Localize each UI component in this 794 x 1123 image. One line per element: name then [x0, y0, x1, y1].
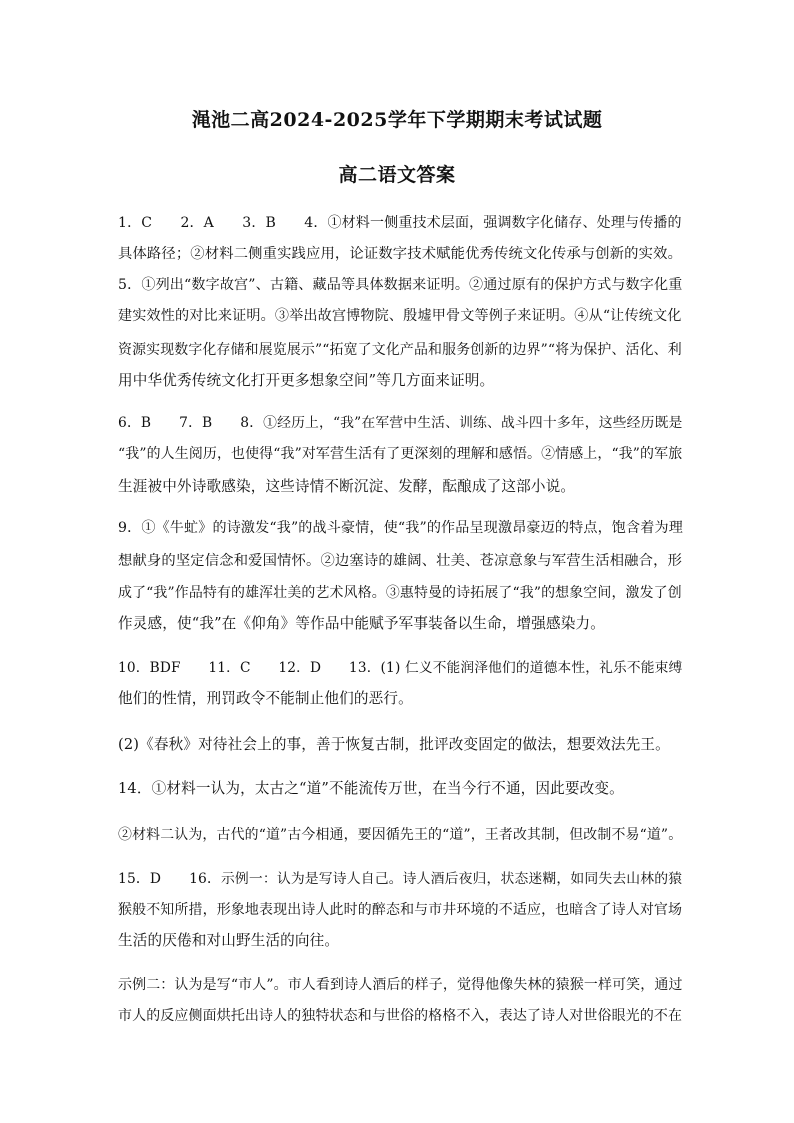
answer-line: 14．①材料一认为，太古之“道”不能流传万世，在当今行不通，因此要改变。: [118, 780, 624, 797]
answer-line: (2)《春秋》对待社会上的事，善于恢复古制，批评改变固定的做法，想要效法先王。: [118, 736, 670, 753]
answer-line: ②材料二认为，古代的“道”古今相通，要因循先王的“道”，王者改其制，但改制不易“道”。: [118, 827, 683, 843]
answer-line: 市人的反应侧面烘托出诗人的独特状态和与世俗的格格不入，表达了诗人对世俗眼光的不在: [118, 1008, 683, 1024]
answer-line: 想献身的坚定信念和爱国情怀。②边塞诗的雄阔、壮美、苍凉意象与军营生活相融合，形: [118, 553, 683, 569]
answer-line: 1．C 2．A 3．B 4．①材料一侧重技术层面，强调数字化储存、处理与传播的: [118, 215, 682, 231]
page-title: 渑池二高2024-2025学年下学期期末考试试题: [191, 109, 603, 131]
answer-line: 生活的厌倦和对山野生活的向往。: [118, 932, 340, 949]
answer-line: 15．D 16．示例一：认为是写诗人自己。诗人酒后夜归，状态迷糊，如同失去山林的猿: [118, 871, 683, 887]
answer-line: “我”的人生阅历，也使得“我”对军营生活有了更深刻的理解和感悟。②情感上，“我”的军旅: [118, 446, 683, 462]
answer-line: 成了“我”作品特有的雄浑壮美的艺术风格。③惠特曼的诗拓展了“我”的想象空间，激发了创: [118, 585, 682, 601]
answer-line: 作灵感，使“我”在《仰角》等作品中能赋予军事装备以生命，增强感染力。: [118, 615, 606, 632]
answer-line: 他们的性情，刑罚政令不能制止他们的恶行。: [118, 690, 413, 707]
answer-line: 生涯被中外诗歌感染，这些诗情不断沉淀、发酵，酝酿成了这部小说。: [118, 478, 576, 495]
answer-line: 资源实现数字化存储和展览展示”“拓宽了文化产品和服务创新的边界”“将为保护、活化、利: [118, 342, 682, 358]
answer-line: 9．①《牛虻》的诗激发“我”的战斗豪情，使“我”的作品呈现激昂豪迈的特点，饱含着为理: [118, 520, 683, 536]
answer-line: 10．BDF 11．C 12．D 13．(1) 仁义不能润泽他们的道德本性，礼乐不能束缚: [118, 660, 683, 676]
answer-line: 5．①列出“数字故宫”、古籍、藏品等具体数据来证明。②通过原有的保护方式与数字化重: [118, 277, 683, 293]
answer-line: 用中华优秀传统文化打开更多想象空间”等几方面来证明。: [118, 372, 495, 389]
answer-line: 猴般不知所措，形象地表现出诗人此时的醉态和与市井环境的不适应，也暗含了诗人对官场: [118, 902, 683, 918]
answer-line: 建实效性的对比来证明。③举出故宫博物院、殷墟甲骨文等例子来证明。④从“让传统文化: [118, 308, 682, 324]
page-subtitle: 高二语文答案: [338, 164, 456, 186]
answer-line: 示例二：认为是写“市人”。市人看到诗人酒后的样子，觉得他像失林的猿猴一样可笑，通过: [118, 977, 683, 993]
answer-line: 6．B 7．B 8．①经历上，“我”在军营中生活、训练、战斗四十多年，这些经历既是: [118, 415, 683, 431]
answer-line: 具体路径；②材料二侧重实践应用，论证数字技术赋能优秀传统文化传承与创新的实效。: [118, 246, 683, 262]
